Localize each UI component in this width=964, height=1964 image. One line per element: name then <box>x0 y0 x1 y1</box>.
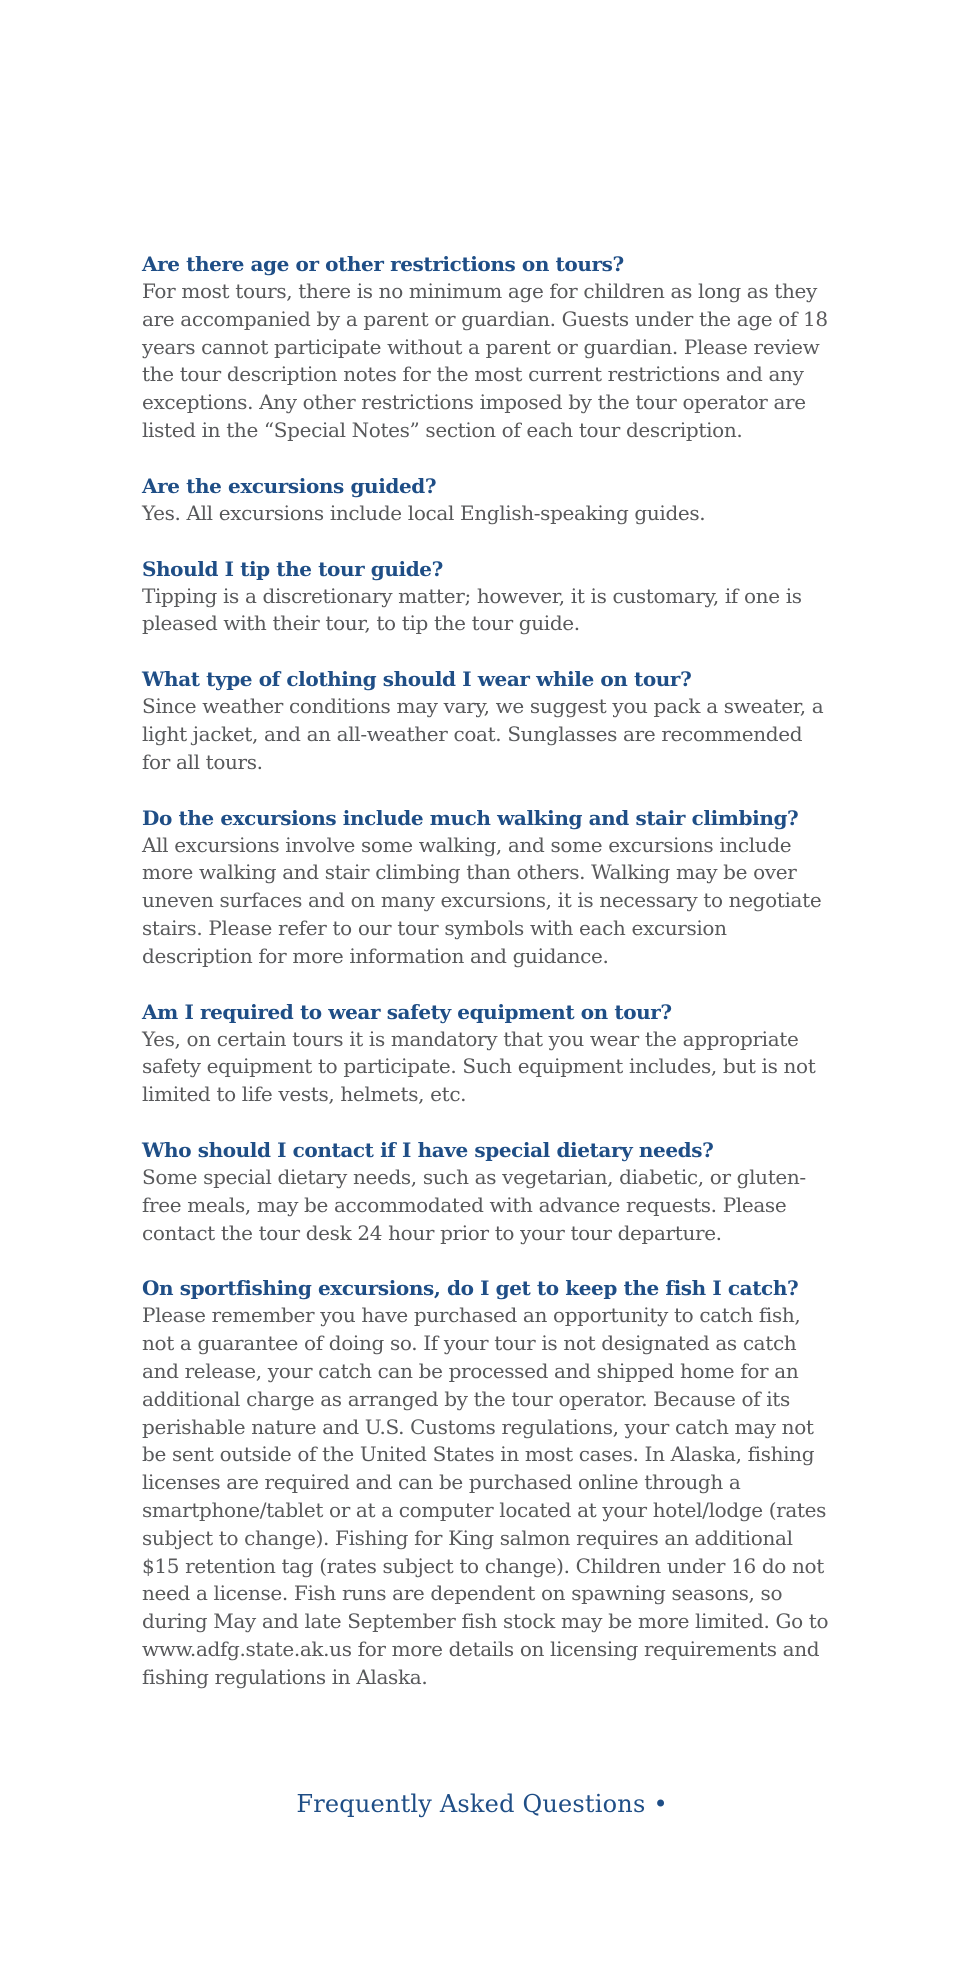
faq-answer: For most tours, there is no minimum age for children as long as they are accompanied by a parent or guardian. Guests under the age of 18 years cannot participate without a parent or guardian. Please review the tour description notes for the most current restrictions and any exceptions. Any other restrictions imposed by the tour operator are listed in the “Special Notes” section of each tour description. <box>142 279 828 442</box>
faq-question: Do the excursions include much walking and stair climbing? <box>142 805 799 830</box>
faq-item-safety-equipment <box>142 998 832 1109</box>
faq-item-tipping <box>142 555 832 639</box>
faq-item-dietary-needs <box>142 1136 832 1247</box>
footer-bullet: • <box>653 1790 668 1818</box>
faq-answer: All excursions involve some walking, and some excursions include more walking and stair climbing than others. Walking may be over uneven surfaces and on many excursions, it is necessary to negotiate stairs. Please refer to our tour symbols with each excursion description for more information and guidance. <box>142 832 822 968</box>
faq-question: Are the excursions guided? <box>142 473 437 498</box>
faq-question: On sportfishing excursions, do I get to keep the fish I catch? <box>142 1276 799 1301</box>
faq-answer: Yes, on certain tours it is mandatory that you wear the appropriate safety equipment to participate. Such equipment includes, but is not limited to life vests, helmets, etc. <box>142 1026 816 1107</box>
faq-answer: Yes. All excursions include local English-speaking guides. <box>142 500 706 525</box>
faq-answer: Some special dietary needs, such as vegetarian, diabetic, or gluten-free meals, may be accommodated with advance requests. Please contact the tour desk 24 hour prior to your tour departure. <box>142 1164 806 1245</box>
page-footer <box>0 1790 964 1818</box>
footer-title: Frequently Asked Questions <box>296 1790 646 1818</box>
faq-answer: Tipping is a discretionary matter; however, it is customary, if one is pleased with their tour, to tip the tour guide. <box>142 583 802 636</box>
faq-answer: Please remember you have purchased an opportunity to catch fish, not a guarantee of doing so. If your tour is not designated as catch and release, your catch can be processed and shipped home for an additional charge as arranged by the tour operator. Because of its perishable nature and U.S. Customs regulations, your catch may not be sent outside of the United States in most cases. In Alaska, fishing licenses are required and can be purchased online through a smartphone/tablet or at a computer located at your hotel/lodge (rates subject to change). Fishing for King salmon requires an additional $15 retention tag (rates subject to change). Children under 16 do not need a license. Fish runs are dependent on spawning seasons, so during May and late September fish stock may be more limited. Go to www.adfg.state.ak.us for more details on licensing requirements and fishing regulations in Alaska. <box>142 1303 829 1689</box>
faq-answer: Since weather conditions may vary, we suggest you pack a sweater, a light jacket, and an all-weather coat. Sunglasses are recommended for all tours. <box>142 694 824 774</box>
faq-question: Should I tip the tour guide? <box>142 556 443 581</box>
faq-question: Am I required to wear safety equipment on tour? <box>142 999 672 1024</box>
faq-item-sportfishing <box>142 1274 832 1691</box>
faq-item-age-restrictions <box>142 250 832 445</box>
faq-question: What type of clothing should I wear while on tour? <box>142 667 692 692</box>
faq-question: Are there age or other restrictions on tours? <box>142 252 624 276</box>
faq-item-guided <box>142 472 832 528</box>
faq-item-walking <box>142 804 832 971</box>
faq-content <box>142 250 832 1718</box>
faq-item-clothing <box>142 665 832 776</box>
faq-question: Who should I contact if I have special dietary needs? <box>142 1137 714 1162</box>
